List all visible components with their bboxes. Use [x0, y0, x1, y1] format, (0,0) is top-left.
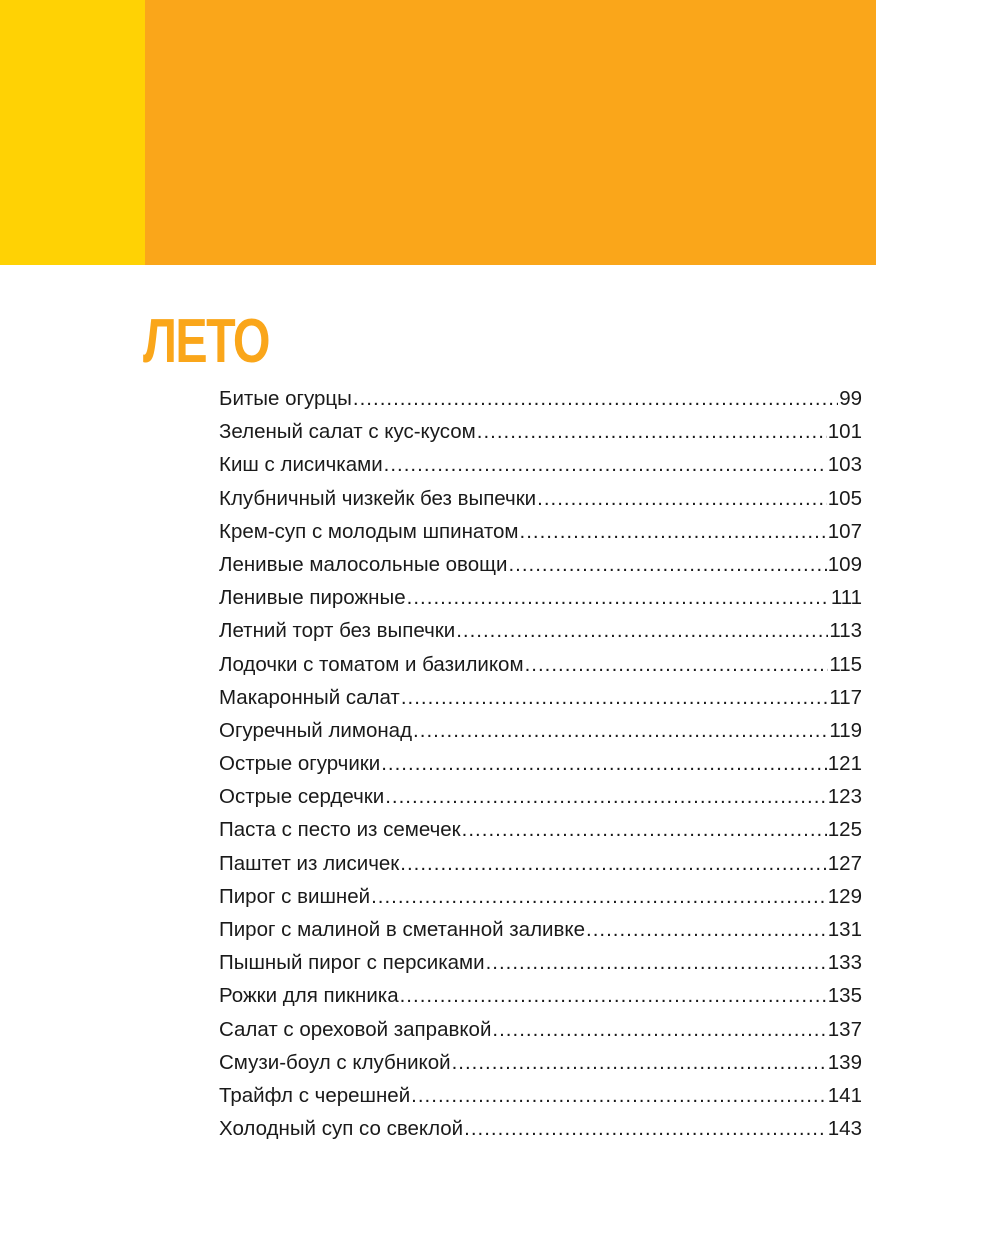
toc-dot-leader	[486, 951, 827, 975]
toc-entry-page: 129	[827, 884, 862, 908]
toc-entry-title: Паста с песто из семечек	[219, 818, 461, 842]
toc-entry[interactable]	[219, 1084, 862, 1117]
toc-entry-title: Салат с ореховой заправкой	[219, 1017, 492, 1041]
toc-entry-page: 99	[839, 387, 862, 410]
toc-dot-leader	[384, 453, 827, 477]
toc-entry-title: Ленивые малосольные овощи	[219, 552, 508, 576]
toc-entry-title: Острые огурчики	[219, 752, 381, 776]
toc-dot-leader	[464, 1117, 827, 1141]
toc-entry-title: Ленивые пирожные	[219, 586, 406, 610]
toc-entry[interactable]	[219, 453, 862, 486]
toc-entry-page: 133	[827, 951, 862, 975]
toc-entry[interactable]	[219, 553, 862, 586]
toc-entry-page: 123	[827, 785, 862, 809]
toc-dot-leader	[353, 387, 838, 411]
toc-entry-page: 107	[827, 519, 862, 543]
toc-dot-leader	[385, 785, 827, 809]
toc-dot-leader	[586, 918, 827, 942]
toc-dot-leader	[520, 520, 827, 544]
toc-entry[interactable]	[219, 719, 862, 752]
toc-entry-page: 115	[829, 652, 862, 676]
section-title: ЛЕТО	[143, 307, 269, 376]
toc-dot-leader	[381, 752, 827, 776]
toc-entry[interactable]	[219, 653, 862, 686]
toc-dot-leader	[407, 586, 830, 610]
toc-entry-title: Огуречный лимонад	[219, 718, 413, 742]
toc-entry-title: Летний торт без выпечки	[219, 619, 456, 643]
toc-dot-leader	[400, 852, 827, 876]
toc-entry-title: Паштет из лисичек	[219, 851, 400, 875]
toc-entry-page: 105	[827, 486, 862, 510]
toc-dot-leader	[401, 686, 829, 710]
toc-entry[interactable]	[219, 487, 862, 520]
toc-entry-title: Битые огурцы	[219, 387, 352, 410]
toc-entry-title: Пышный пирог с персиками	[219, 951, 485, 975]
toc-entry-page: 139	[827, 1050, 862, 1074]
toc-entry-title: Рожки для пикника	[219, 984, 399, 1008]
toc-dot-leader	[537, 487, 827, 511]
toc-entry[interactable]	[219, 752, 862, 785]
banner-orange-block	[145, 0, 876, 265]
banner-yellow-block	[0, 0, 145, 265]
toc-entry[interactable]	[219, 420, 862, 453]
toc-entry[interactable]	[219, 885, 862, 918]
table-of-contents	[219, 387, 862, 1150]
toc-dot-leader	[400, 984, 827, 1008]
toc-entry-page: 131	[827, 918, 862, 941]
toc-entry-page: 119	[829, 718, 862, 742]
toc-entry-title: Клубничный чизкейк без выпечки	[219, 486, 537, 510]
toc-dot-leader	[462, 818, 827, 842]
toc-dot-leader	[411, 1084, 827, 1108]
toc-entry[interactable]	[219, 686, 862, 719]
toc-entry-title: Макаронный салат	[219, 685, 400, 709]
toc-entry[interactable]	[219, 852, 862, 885]
toc-entry-title: Холодный суп со свеклой	[219, 1117, 464, 1141]
toc-entry[interactable]	[219, 918, 862, 951]
toc-dot-leader	[508, 553, 826, 577]
toc-entry[interactable]	[219, 818, 862, 851]
toc-dot-leader	[371, 885, 827, 909]
toc-entry-title: Пирог с вишней	[219, 884, 371, 908]
toc-entry-title: Трайфл с черешней	[219, 1083, 411, 1107]
toc-dot-leader	[413, 719, 828, 743]
toc-entry-title: Пирог с малиной в сметанной заливке	[219, 918, 585, 941]
toc-entry-title: Зеленый салат с кус-кусом	[219, 420, 476, 444]
toc-entry-page: 143	[827, 1117, 862, 1141]
toc-entry-page: 111	[830, 586, 862, 610]
toc-entry[interactable]	[219, 387, 862, 420]
toc-entry-page: 109	[827, 552, 862, 576]
toc-dot-leader	[525, 653, 829, 677]
toc-entry-page: 121	[827, 752, 862, 776]
toc-entry-page: 113	[829, 619, 862, 643]
toc-dot-leader	[477, 420, 827, 444]
toc-entry-title: Крем-суп с молодым шпинатом	[219, 519, 519, 543]
toc-entry[interactable]	[219, 1117, 862, 1150]
toc-entry-title: Острые сердечки	[219, 785, 385, 809]
toc-entry[interactable]	[219, 1051, 862, 1084]
toc-entry[interactable]	[219, 586, 862, 619]
toc-entry[interactable]	[219, 520, 862, 553]
toc-entry-page: 125	[827, 818, 862, 842]
toc-entry-title: Лодочки с томатом и базиликом	[219, 652, 524, 676]
toc-entry-page: 127	[827, 851, 862, 875]
toc-entry-page: 141	[827, 1083, 862, 1107]
toc-entry-page: 103	[827, 453, 862, 477]
toc-entry[interactable]	[219, 951, 862, 984]
toc-entry[interactable]	[219, 785, 862, 818]
toc-dot-leader	[452, 1051, 827, 1075]
toc-entry-page: 101	[827, 420, 862, 444]
toc-entry-title: Смузи-боул с клубникой	[219, 1050, 451, 1074]
toc-dot-leader	[492, 1018, 826, 1042]
toc-entry-title: Киш с лисичками	[219, 453, 383, 477]
toc-dot-leader	[456, 619, 828, 643]
toc-entry-page: 117	[829, 685, 862, 709]
toc-entry-page: 137	[827, 1017, 862, 1041]
toc-entry[interactable]	[219, 619, 862, 652]
toc-entry-page: 135	[827, 984, 862, 1008]
toc-entry[interactable]	[219, 984, 862, 1017]
toc-entry[interactable]	[219, 1018, 862, 1051]
